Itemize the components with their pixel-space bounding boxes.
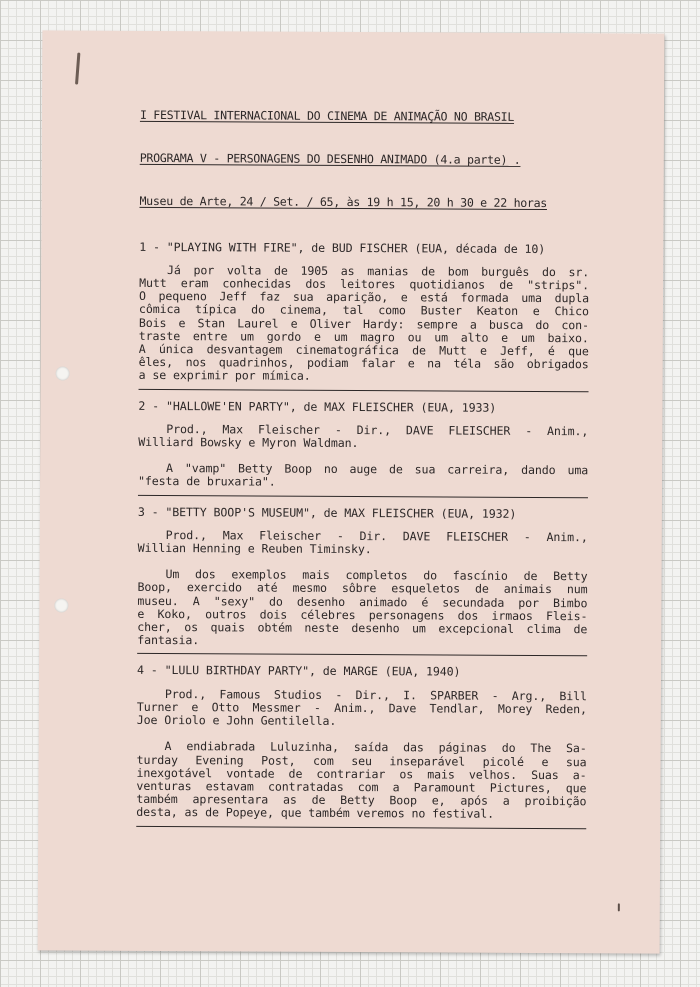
punch-hole-bottom	[54, 598, 68, 612]
entry-credits	[138, 529, 588, 558]
entry-title: 4 - "LULU BIRTHDAY PARTY", de MARGE (EUA, 1940)	[137, 663, 461, 680]
entry-title: 3 - "BETTY BOOP'S MUSEUM", de MAX FLEISCHER (EUA, 1932)	[137, 504, 517, 521]
entry-title: 2 - "HALLOWE'EN PARTY", de MAX FLEISCHER (EUA, 1933)	[138, 398, 497, 415]
program-title: PROGRAMA V - PERSONAGENS DO DESENHO ANIMADO (4.a parte) .	[139, 151, 521, 168]
entry-description-line: Mutt eram conhecidas dos leitores quotidianos de "strips".	[139, 275, 590, 293]
program-entry	[137, 506, 588, 657]
entry-description-line: Já por volta de 1905 as manias de bom burguês do sr.	[167, 262, 590, 280]
entry-description	[138, 462, 588, 491]
entry-description-line: "festa de bruxaria".	[138, 474, 276, 490]
document-body	[136, 109, 590, 839]
festival-title: I FESTIVAL INTERNACIONAL DO CINEMA DE ANIMAÇÃO NO BRASIL	[139, 107, 515, 124]
entry-description-line: A única desvantagem cinematográfica de Mutt e Jeff, é que	[138, 341, 589, 359]
entry-description-line: O pequeno Jeff faz sua aparição, e está formada uma dupla	[138, 289, 590, 306]
entry-description-line: museu. A "sexy" do desenho animado é secundada por Bimbo	[137, 593, 588, 610]
staple-mark	[75, 52, 80, 84]
section-divider	[138, 495, 588, 498]
entry-credits-line: Willian Henning e Reuben Timinsky.	[137, 540, 372, 557]
punch-hole-top	[56, 366, 70, 380]
entry-description	[136, 740, 586, 822]
entry-list	[136, 240, 589, 828]
program-entry	[139, 240, 590, 391]
program-entry	[138, 400, 588, 498]
entry-description-line: êles, nos quadrinhos, podiam falar e na téla são obrigados	[138, 355, 589, 372]
entry-description-line: cômica típica do cinema, tal como Buster Keaton e Chico	[138, 302, 589, 319]
entry-credits	[137, 688, 587, 730]
ink-speck	[618, 903, 620, 911]
entry-credits-line: Joe Oriolo e John Gentilella.	[136, 712, 337, 729]
entry-description-line: fantasia.	[137, 633, 200, 648]
entry-title: 1 - "PLAYING WITH FIRE", de BUD FISCHER (EUA, década de 10)	[139, 239, 546, 256]
entry-credits	[138, 423, 588, 452]
entry-description-line: e Koko, outros dois célebres personagens dos irmaos Fleis-	[137, 606, 588, 624]
entry-description-line: Boop, exercido até mesmo sôbre esqueletos de animais num	[137, 580, 588, 597]
entry-description	[137, 568, 587, 650]
entry-credits-line: Prod., Max Fleischer - Dir., DAVE FLEISCHER - Anim.,	[166, 421, 589, 439]
entry-description-line: cher, os quais obtém neste desenho um excepcional clima de	[137, 619, 588, 637]
entry-description-line: turday Evening Post, com seu inseparável picolé e sua	[136, 752, 587, 769]
entry-credits-line: Prod., Max Fleischer - Dir. DAVE FLEISCHER - Anim.,	[165, 527, 588, 545]
entry-description-line: Bois e Stan Laurel e Oliver Hardy: sempre a busca do con-	[138, 315, 589, 332]
entry-description-line: a se exprimir por mímica.	[138, 368, 311, 384]
entry-description-line: inexgotável vontade de contrariar os mais velhos. Suas a-	[136, 765, 587, 782]
entry-credits-line: Prod., Famous Studios - Dir., I. SPARBER - Arg., Bill	[164, 686, 587, 703]
entry-credits-line: Turner e Otto Messmer - Anim., Dave Tendlar, Morey Reden,	[136, 699, 587, 717]
section-divider	[139, 389, 589, 392]
entry-description-line: venturas estavam contratadas com a Paramount Pictures, que	[136, 778, 587, 796]
typewritten-page	[38, 30, 665, 953]
program-entry	[136, 664, 587, 828]
venue-line: Museu de Arte, 24 / Set. / 65, às 19 h 15, 20 h 30 e 22 horas	[139, 194, 548, 211]
entry-description-line: Um dos exemplos mais completos do fascínio de Betty	[165, 567, 588, 584]
entry-description-line: traste entre um gordo e um magro ou um alto e um baixo.	[138, 328, 589, 346]
entry-description-line: desta, as de Popeye, que também veremos no festival.	[136, 805, 495, 822]
entry-description-line: A endiabrada Luluzinha, saída das páginas do The Sa-	[164, 739, 587, 756]
section-divider	[136, 825, 586, 828]
entry-description-line: também apresentara as de Betty Boop e, após a proibição	[136, 791, 587, 809]
entry-credits-line: Williard Bowsky e Myron Waldman.	[138, 434, 359, 451]
entry-description	[139, 264, 590, 385]
entry-description-line: A "vamp" Betty Boop no auge de sua carreira, dando uma	[165, 461, 589, 478]
section-divider	[137, 653, 587, 656]
